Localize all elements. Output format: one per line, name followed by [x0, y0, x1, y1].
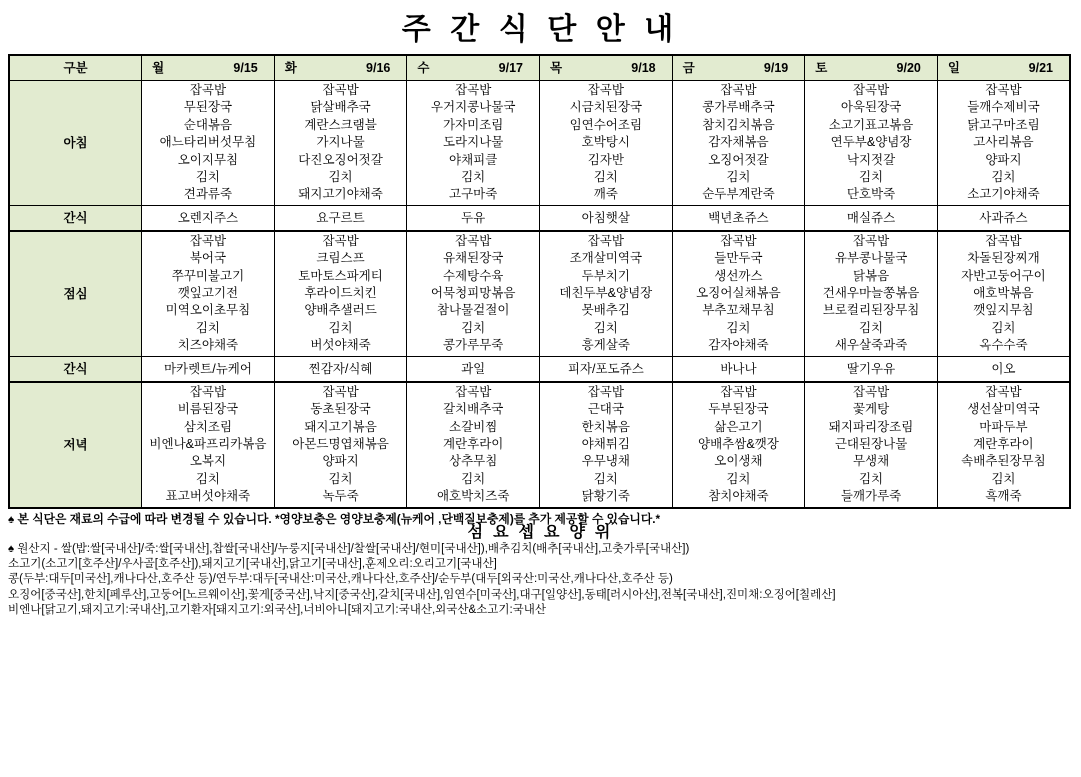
menu-item: 북어국 [189, 251, 227, 266]
menu-item: 비엔나&파프리카볶음 [149, 436, 267, 451]
menu-item: 김치 [328, 170, 353, 185]
table-row [9, 356, 1070, 382]
header-day-date: 9/20 [896, 61, 921, 75]
table-body [9, 81, 1070, 508]
menu-item: 비름된장국 [177, 402, 239, 417]
menu-item: 부추꼬채무침 [702, 303, 775, 318]
menu-item: 마파두부 [979, 419, 1028, 434]
menu-item: 김치 [593, 170, 618, 185]
menu-item: 잡곡밥 [455, 83, 492, 97]
menu-item: 잡곡밥 [720, 83, 757, 97]
menu-item: 깻잎지무침 [973, 303, 1034, 318]
snack-cell: 매실쥬스 [805, 205, 938, 231]
snack-cell: 아침햇살 [540, 205, 673, 231]
menu-item: 김치 [726, 471, 751, 486]
header-day-date: 9/18 [631, 61, 656, 75]
menu-item: 닭살배추국 [310, 100, 371, 115]
meal-cell [142, 231, 275, 356]
header-day-label: 금 [682, 61, 695, 75]
meal-cell [805, 382, 938, 508]
menu-item: 잡곡밥 [852, 233, 890, 248]
menu-item: 고구마죽 [449, 187, 498, 202]
menu-item: 호박탕시 [581, 135, 630, 150]
meal-cell [274, 382, 407, 508]
menu-item: 김자반 [587, 152, 624, 167]
menu-item: 오복지 [189, 454, 227, 469]
menu-item: 소고기야채죽 [967, 187, 1040, 202]
meal-cell [142, 81, 275, 206]
origin-line-5: 비엔나[닭고기,돼지고기:국내산],고기환자[돼지고기:외국산],너비아니[돼지고기:국내산,외국산&소고기:국내산 [8, 604, 546, 617]
menu-item: 우무냉채 [581, 454, 630, 469]
menu-item: 닭고구마조림 [967, 117, 1040, 132]
meal-cell [540, 382, 673, 508]
menu-item: 근대된장나물 [834, 436, 908, 451]
menu-item: 유부콩나물국 [834, 251, 908, 266]
menu-item: 잡곡밥 [189, 233, 227, 248]
header-day-sat [805, 55, 938, 81]
menu-item: 아욱된장국 [840, 100, 902, 115]
header-day-tue [274, 55, 407, 81]
menu-item: 삼치조림 [183, 419, 233, 434]
weekly-menu-table [8, 54, 1071, 509]
menu-item: 돼지고기볶음 [304, 419, 377, 434]
menu-item: 계란후라이 [442, 436, 504, 451]
snack-cell: 오렌지주스 [142, 205, 275, 231]
menu-item: 잡곡밥 [455, 233, 492, 248]
meal-cell [274, 231, 407, 356]
menu-item: 치즈야채죽 [177, 338, 239, 353]
menu-item: 야채튀김 [581, 436, 630, 451]
meal-cell [407, 382, 540, 508]
footnote-text: ♠ 본 식단은 재료의 수급에 따라 변경될 수 있습니다. *영양보충은 영양보충제(뉴케어 ,단백질보충제)를 추가 제공할 수 있습니다.* [8, 511, 661, 526]
header-day-label: 월 [152, 61, 165, 75]
menu-item: 조개살미역국 [569, 251, 643, 266]
menu-item: 김치 [726, 170, 751, 185]
row-label-간식: 간식 [9, 356, 142, 382]
header-day-label: 수 [417, 61, 430, 75]
menu-item: 표고버섯야채죽 [165, 489, 251, 504]
menu-item: 애호박볶음 [973, 286, 1034, 301]
menu-item: 크림스프 [316, 251, 365, 266]
menu-item: 가자미조림 [442, 117, 504, 132]
menu-item: 한치볶음 [581, 419, 630, 434]
menu-item: 잡곡밥 [720, 384, 757, 399]
menu-item: 새우살죽과죽 [834, 338, 908, 353]
menu-item: 시금치된장국 [569, 100, 643, 115]
menu-item: 속배추된장무침 [961, 454, 1046, 469]
menu-item: 건새우마늘쫑볶음 [822, 286, 920, 301]
menu-item: 후라이드치킨 [304, 286, 377, 301]
table-row [9, 205, 1070, 231]
menu-item: 김치 [461, 170, 486, 185]
origin-line-3: 콩(두부:대두[미국산],캐나다산,호주산 등)/연두부:대두[국내산:미국산,캐나다산,호주산]/순두부(대두[외국산:미국산,캐나다산,호주산 등) [8, 573, 673, 586]
menu-item: 유채된장국 [442, 251, 504, 266]
menu-item: 미역오이초무침 [165, 303, 251, 318]
menu-item: 아몬드명엽채볶음 [292, 436, 389, 451]
menu-item: 무생채 [852, 454, 890, 469]
menu-item: 쭈꾸미불고기 [171, 268, 245, 283]
menu-item: 연두부&양념장 [830, 135, 912, 150]
menu-item: 양파지 [985, 152, 1022, 167]
menu-item: 토마토스파게티 [298, 268, 383, 283]
menu-item: 감자채볶음 [708, 135, 769, 150]
menu-item: 임연수어조림 [569, 117, 643, 132]
menu-item: 깻잎고기전 [177, 286, 239, 301]
menu-item: 삶은고기 [714, 419, 763, 434]
header-day-date: 9/17 [498, 61, 523, 75]
table-row [9, 231, 1070, 356]
snack-cell: 과일 [407, 356, 540, 382]
snack-cell: 피자/포도쥬스 [540, 356, 673, 382]
menu-item: 계란후라이 [973, 436, 1034, 451]
menu-item: 김치 [195, 320, 221, 335]
header-day-date: 9/16 [366, 61, 391, 75]
meal-cell [274, 81, 407, 206]
menu-document [0, 4, 1081, 777]
row-label-간식: 간식 [9, 205, 142, 231]
meal-cell [805, 231, 938, 356]
menu-item: 돼지고기야채죽 [298, 187, 383, 202]
menu-item: 애호박치즈죽 [436, 489, 510, 504]
snack-cell: 요구르트 [274, 205, 407, 231]
meal-cell [805, 81, 938, 206]
menu-item: 감자야채죽 [708, 338, 769, 353]
header-day-fri [672, 55, 805, 81]
menu-item: 브로컬리된장무침 [822, 303, 920, 318]
menu-item: 콩가루배추국 [702, 100, 775, 115]
row-label-아침: 아침 [9, 81, 142, 206]
menu-item: 다진오징어젓갈 [298, 152, 383, 167]
header-day-label: 화 [284, 61, 297, 75]
facility-name: 섬 요 셉 요 양 위 [467, 524, 614, 542]
menu-item: 고사리볶음 [973, 135, 1034, 150]
menu-item: 김치 [328, 471, 353, 486]
header-row [9, 55, 1070, 81]
menu-item: 순대볶음 [183, 117, 233, 132]
header-day-label: 토 [815, 61, 828, 75]
snack-cell: 사과쥬스 [937, 205, 1070, 231]
menu-item: 양파지 [322, 454, 359, 469]
menu-item: 흥게살죽 [581, 338, 630, 353]
menu-item: 잡곡밥 [985, 384, 1022, 399]
menu-item: 김치 [991, 471, 1016, 486]
menu-item: 오징어실채볶음 [696, 286, 781, 301]
menu-item: 단호박죽 [846, 187, 896, 202]
menu-item: 닭볶음 [852, 268, 890, 283]
snack-cell: 마카렛트/뉴케어 [142, 356, 275, 382]
menu-item: 자반고둥어구이 [961, 268, 1046, 283]
menu-item: 참나물겉절이 [436, 303, 510, 318]
menu-item: 김치 [461, 471, 486, 486]
menu-item: 잡곡밥 [587, 233, 624, 248]
menu-item: 데친두부&양념장 [559, 286, 653, 301]
origin-line-4: 오징어[중국산],한치[페루산],고둥어[노르웨이산],꽃게[중국산],낙지[중국산],갈치[국내산],임연수[미국산],대구[일양산],동태[러시아산],전복[국내산],진미채:오징어[칠레산] [8, 588, 836, 601]
meal-cell [672, 81, 805, 206]
header-day-label: 목 [550, 61, 563, 75]
menu-item: 김치 [991, 320, 1016, 335]
menu-item: 차돌된장찌개 [967, 251, 1040, 266]
snack-cell: 백년초쥬스 [672, 205, 805, 231]
table-row [9, 81, 1070, 206]
meal-cell [407, 231, 540, 356]
menu-item: 돼지파리장조림 [828, 419, 914, 434]
header-day-date: 9/15 [233, 61, 258, 75]
snack-cell: 이오 [937, 356, 1070, 382]
table-row [9, 382, 1070, 508]
origin-line-1: ♠ 원산지 - 쌀(밥:쌀[국내산]/죽:쌀[국내산],찹쌀[국내산]/누룽지[국내산]/찰쌀[국내산]/현미[국내산]),배추김치(배추[국내산],고춧가루[국내산]) [8, 542, 690, 555]
menu-item: 오이생채 [714, 454, 763, 469]
menu-item: 도라지나물 [442, 135, 504, 150]
meal-cell [672, 231, 805, 356]
menu-item: 버섯야채죽 [310, 338, 371, 353]
menu-item: 동초된장국 [310, 402, 371, 417]
meal-cell [540, 231, 673, 356]
menu-item: 견과류죽 [183, 187, 233, 202]
header-day-date: 9/21 [1028, 61, 1053, 75]
menu-item: 녹두죽 [322, 489, 359, 504]
menu-item: 잡곡밥 [322, 233, 359, 248]
menu-item: 김치 [461, 320, 486, 335]
meal-cell [937, 231, 1070, 356]
menu-item: 두부된장국 [708, 402, 769, 417]
header-day-label: 일 [947, 61, 960, 75]
menu-item: 잡곡밥 [189, 83, 227, 97]
header-day-wed [407, 55, 540, 81]
menu-item: 김치 [593, 320, 618, 335]
snack-cell: 딸기우유 [805, 356, 938, 382]
menu-item: 잡곡밥 [322, 83, 359, 97]
menu-item: 잡곡밥 [720, 233, 757, 248]
menu-item: 계란스크램블 [304, 117, 377, 132]
menu-item: 잡곡밥 [852, 83, 890, 97]
menu-item: 들만두국 [714, 251, 763, 266]
menu-item: 김치 [195, 170, 221, 185]
menu-item: 생선살미역국 [967, 402, 1040, 417]
menu-item: 낙지젓갈 [846, 152, 896, 167]
menu-item: 생선까스 [714, 268, 763, 283]
header-day-sun [937, 55, 1070, 81]
menu-item: 잡곡밥 [985, 233, 1022, 248]
menu-item: 닭황기죽 [581, 489, 630, 504]
menu-item: 오징어젓갈 [708, 152, 769, 167]
origin-line-2: 소고기(소고기[호주산]/우사골[호주산]),돼지고기[국내산],닭고기[국내산],훈제오리:오리고기[국내산] [8, 557, 497, 570]
menu-item: 어묵청피망볶음 [430, 286, 516, 301]
header-category: 구분 [9, 55, 142, 81]
menu-item: 잡곡밥 [985, 83, 1022, 97]
menu-item: 잡곡밥 [852, 384, 890, 399]
menu-item: 김치 [858, 170, 884, 185]
menu-item: 못배추김 [581, 303, 630, 318]
meal-cell [672, 382, 805, 508]
menu-item: 수제탕수육 [442, 268, 504, 283]
menu-item: 콩가루무죽 [442, 338, 504, 353]
menu-item: 가지나물 [316, 135, 365, 150]
menu-item: 꽃게탕 [852, 402, 890, 417]
menu-item: 참치김치볶음 [702, 117, 775, 132]
snack-cell: 바나나 [672, 356, 805, 382]
snack-cell: 두유 [407, 205, 540, 231]
row-label-저녁: 저녁 [9, 382, 142, 508]
menu-item: 상추무침 [449, 454, 498, 469]
footer-notes [8, 512, 1073, 619]
menu-item: 소고기표고볶음 [828, 117, 914, 132]
menu-item: 소갈비찜 [449, 419, 498, 434]
header-day-date: 9/19 [763, 61, 789, 75]
menu-item: 근대국 [587, 402, 624, 417]
menu-item: 야채피클 [449, 152, 498, 167]
menu-item: 무된장국 [183, 100, 233, 115]
menu-item: 갈치배추국 [442, 402, 504, 417]
menu-item: 잡곡밥 [455, 384, 492, 399]
menu-item: 김치 [195, 471, 221, 486]
menu-item: 김치 [991, 170, 1016, 185]
menu-item: 김치 [593, 471, 618, 486]
header-day-mon [142, 55, 275, 81]
menu-item: 양배추쌈&깻장 [698, 436, 779, 451]
meal-cell [407, 81, 540, 206]
menu-item: 깨죽 [593, 187, 618, 202]
menu-item: 김치 [858, 320, 884, 335]
menu-item: 순두부계란죽 [702, 187, 775, 202]
page-title: 주 간 식 단 안 내 [401, 13, 680, 46]
menu-item: 들깨수제비국 [967, 100, 1040, 115]
menu-item: 잡곡밥 [322, 384, 359, 399]
meal-cell [937, 81, 1070, 206]
meal-cell [937, 382, 1070, 508]
snack-cell: 찐감자/식혜 [274, 356, 407, 382]
menu-item: 양배추샐러드 [304, 303, 377, 318]
menu-item: 들깨가루죽 [840, 489, 902, 504]
menu-item: 참치야채죽 [708, 489, 769, 504]
menu-item: 흑깨죽 [985, 489, 1022, 504]
menu-item: 잡곡밥 [587, 83, 624, 97]
row-label-점심: 점심 [9, 231, 142, 356]
meal-cell [540, 81, 673, 206]
menu-item: 김치 [328, 320, 353, 335]
header-day-thu [540, 55, 673, 81]
table-head [9, 55, 1070, 81]
menu-item: 잡곡밥 [189, 384, 227, 399]
menu-item: 애느타리버섯무침 [159, 135, 257, 150]
menu-item: 두부치기 [581, 268, 630, 283]
menu-item: 옥수수죽 [979, 338, 1028, 353]
menu-item: 김치 [726, 320, 751, 335]
menu-item: 잡곡밥 [587, 384, 624, 399]
menu-item: 우거지콩나물국 [430, 100, 516, 115]
menu-item: 김치 [858, 471, 884, 486]
meal-cell [142, 382, 275, 508]
menu-item: 오이지무침 [177, 152, 239, 167]
